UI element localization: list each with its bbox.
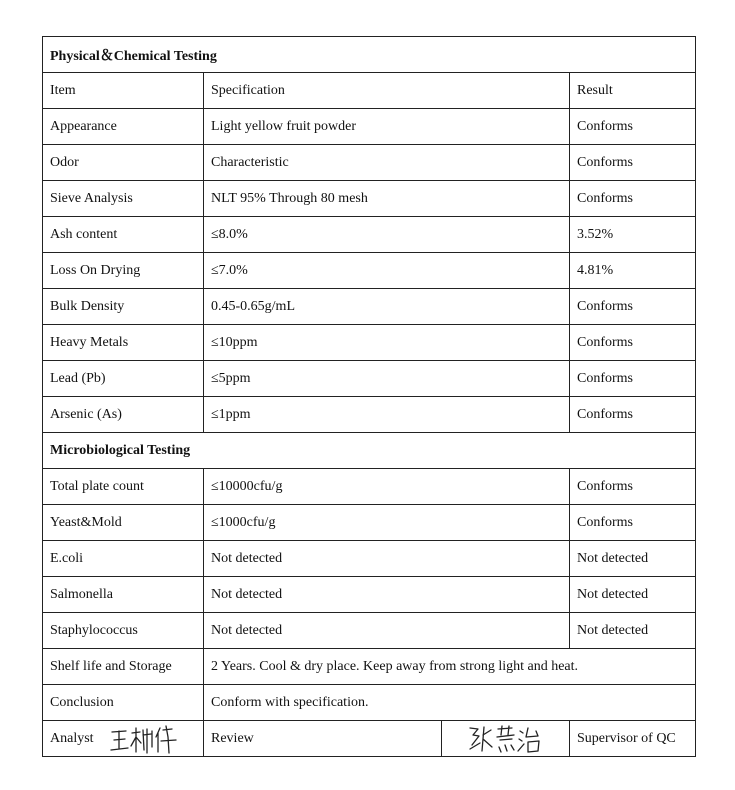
specification-cell: ≤8.0% <box>204 217 570 253</box>
header-item: Item <box>43 73 204 109</box>
result-cell: 3.52% <box>570 217 696 253</box>
result-cell: Conforms <box>570 145 696 181</box>
result-cell: Conforms <box>570 469 696 505</box>
header-row <box>43 73 696 109</box>
table-row <box>43 469 696 505</box>
table-row <box>43 145 696 181</box>
section-header-micro <box>43 433 696 469</box>
specification-cell: ≤1000cfu/g <box>204 505 570 541</box>
result-cell: Conforms <box>570 397 696 433</box>
item-cell: Loss On Drying <box>43 253 204 289</box>
result-cell: Not detected <box>570 613 696 649</box>
specification-cell: ≤5ppm <box>204 361 570 397</box>
item-cell: Sieve Analysis <box>43 181 204 217</box>
item-cell: Salmonella <box>43 577 204 613</box>
item-cell: Conclusion <box>43 685 204 721</box>
result-cell: Conforms <box>570 361 696 397</box>
item-cell: Heavy Metals <box>43 325 204 361</box>
supervisor-cell <box>570 721 696 757</box>
header-specification: Specification <box>204 73 570 109</box>
header-result: Result <box>570 73 696 109</box>
result-cell: Not detected <box>570 541 696 577</box>
supervisor-label: Supervisor of QC <box>577 730 676 746</box>
section-title: Physical＆Chemical Testing <box>43 37 696 73</box>
table-row <box>43 217 696 253</box>
table-row <box>43 613 696 649</box>
result-cell: Conforms <box>570 181 696 217</box>
specification-cell: Characteristic <box>204 145 570 181</box>
value-cell: Conform with specification. <box>204 685 696 721</box>
table-row <box>43 397 696 433</box>
item-cell: Total plate count <box>43 469 204 505</box>
table-row <box>43 577 696 613</box>
section-header-physical <box>43 37 696 73</box>
table-row <box>43 505 696 541</box>
review-signature-cell <box>442 721 570 757</box>
specification-cell: ≤7.0% <box>204 253 570 289</box>
specification-cell: ≤1ppm <box>204 397 570 433</box>
item-cell: Bulk Density <box>43 289 204 325</box>
specification-cell: ≤10ppm <box>204 325 570 361</box>
table-row <box>43 541 696 577</box>
result-cell: 4.81% <box>570 253 696 289</box>
review-label: Review <box>211 730 254 746</box>
value-cell: 2 Years. Cool & dry place. Keep away from strong light and heat. <box>204 649 696 685</box>
result-cell: Conforms <box>570 289 696 325</box>
review-signature <box>464 723 548 755</box>
shelf-life-row <box>43 649 696 685</box>
table-row <box>43 289 696 325</box>
item-cell: E.coli <box>43 541 204 577</box>
item-cell: Appearance <box>43 109 204 145</box>
specification-cell: 0.45-0.65g/mL <box>204 289 570 325</box>
specification-cell: Not detected <box>204 613 570 649</box>
coa-table <box>42 36 696 757</box>
result-cell: Conforms <box>570 109 696 145</box>
specification-cell: Not detected <box>204 541 570 577</box>
result-cell: Conforms <box>570 505 696 541</box>
analyst-signature <box>108 723 180 755</box>
item-cell: Staphylococcus <box>43 613 204 649</box>
item-cell: Odor <box>43 145 204 181</box>
item-cell: Ash content <box>43 217 204 253</box>
item-cell: Shelf life and Storage <box>43 649 204 685</box>
table-row <box>43 253 696 289</box>
specification-cell: Not detected <box>204 577 570 613</box>
section-title: Microbiological Testing <box>43 433 696 469</box>
signature-row <box>43 721 696 757</box>
item-cell: Yeast&Mold <box>43 505 204 541</box>
table-row <box>43 181 696 217</box>
table-row <box>43 109 696 145</box>
table-row <box>43 361 696 397</box>
item-cell: Lead (Pb) <box>43 361 204 397</box>
review-cell <box>204 721 442 757</box>
specification-cell: Light yellow fruit powder <box>204 109 570 145</box>
table-row <box>43 325 696 361</box>
specification-cell: NLT 95% Through 80 mesh <box>204 181 570 217</box>
conclusion-row <box>43 685 696 721</box>
result-cell: Conforms <box>570 325 696 361</box>
result-cell: Not detected <box>570 577 696 613</box>
specification-cell: ≤10000cfu/g <box>204 469 570 505</box>
analyst-cell <box>43 721 204 757</box>
analyst-label: Analyst <box>50 730 94 746</box>
item-cell: Arsenic (As) <box>43 397 204 433</box>
